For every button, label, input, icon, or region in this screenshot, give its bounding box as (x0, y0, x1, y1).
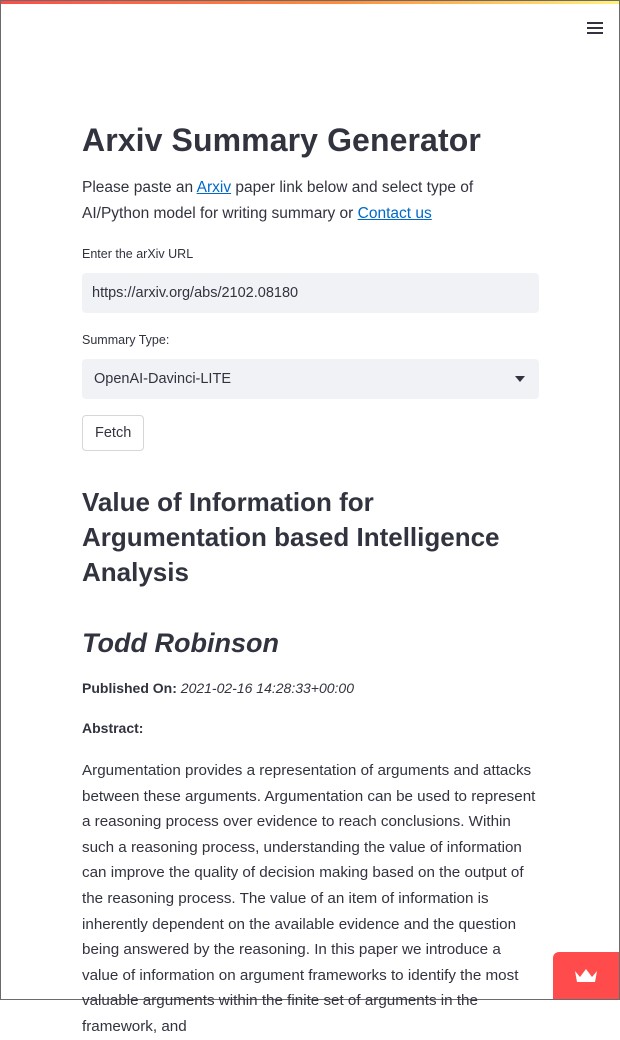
streamlit-badge[interactable] (553, 952, 619, 999)
summary-type-select[interactable] (82, 359, 539, 399)
chevron-down-icon (515, 376, 525, 382)
url-label: Enter the arXiv URL (82, 247, 194, 261)
intro-text (82, 175, 539, 227)
summary-type-label: Summary Type: (82, 333, 170, 347)
published-date: 2021-02-16 14:28:33+00:00 (180, 680, 354, 696)
abstract-text: Argumentation provides a representation of arguments and attacks between these arguments. Argumentation can be used to represent a reasoning process over evidence to reach conclusions. Within such a reasoning process, understanding the value of information can improve the quality of decision making based on the output of the reasoning process. The value of an item of information is inherently dependent on the available evidence and the question being answered by the reasoning. In this paper we introduce a value of information on argument frameworks to identify the most valuable arguments within the finite set of arguments in the framework, and (82, 762, 536, 1035)
top-decoration-stripe (1, 1, 619, 4)
hamburger-menu-icon[interactable] (585, 19, 605, 37)
page-title: Arxiv Summary Generator (82, 122, 481, 158)
arxiv-url-input[interactable] (82, 273, 539, 313)
paper-title: Value of Information for Argumentation based Intelligence Analysis (82, 487, 500, 587)
arxiv-link[interactable]: Arxiv (196, 179, 232, 196)
fetch-button[interactable]: Fetch (82, 415, 144, 451)
published-label: Published On: (82, 680, 177, 696)
intro-prefix: Please paste an (82, 179, 197, 196)
abstract-label: Abstract: (82, 720, 144, 736)
main-content (82, 119, 539, 1040)
intro-middle: paper link below and select type of AI/Python model for writing summary or (82, 179, 474, 222)
summary-type-value: OpenAI-Davinci-LITE (94, 371, 231, 387)
paper-author: Todd Robinson (82, 628, 279, 658)
published-line (82, 678, 539, 698)
contact-us-link[interactable]: Contact us (357, 205, 432, 222)
streamlit-crown-icon (573, 967, 599, 985)
